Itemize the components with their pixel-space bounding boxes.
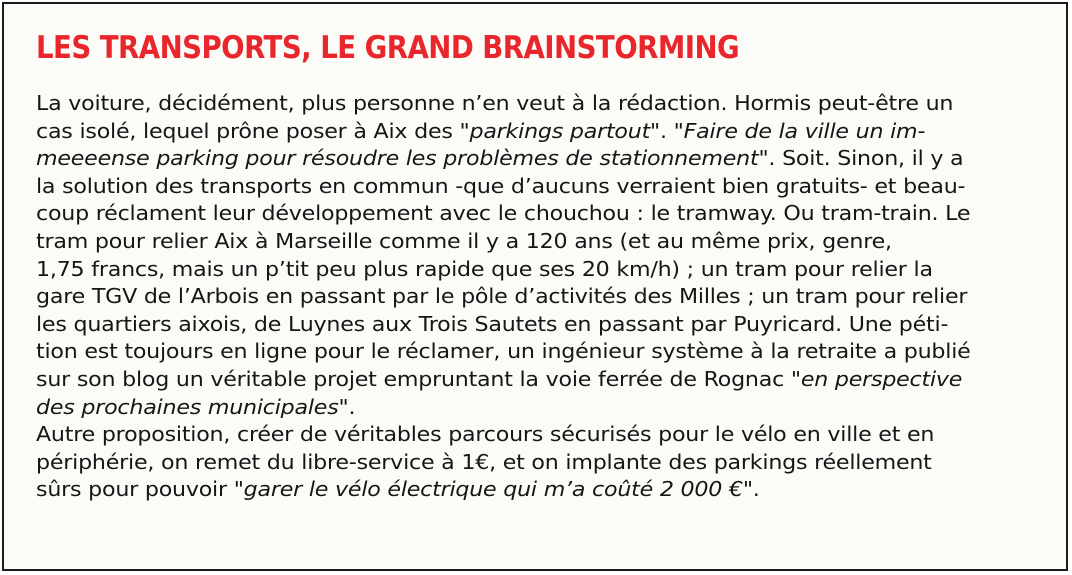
article-line xyxy=(36,90,1072,118)
text-segment: coup réclament leur développement avec le chouchou : le tramway. Ou tram-train. Le xyxy=(36,201,971,226)
article-line xyxy=(36,311,1072,339)
text-segment: ". " xyxy=(650,118,684,143)
article-line xyxy=(36,228,1072,256)
text-segment: cas isolé, lequel prône poser à Aix des " xyxy=(36,118,470,143)
text-segment: Autre proposition, créer de véritables parcours sécurisés pour le vélo en ville et en xyxy=(36,422,935,447)
italic-quote-segment: en perspective xyxy=(800,366,963,391)
article-body xyxy=(36,90,1046,504)
article-line xyxy=(36,173,1072,201)
text-segment: tram pour relier Aix à Marseille comme il y a 120 ans (et au même prix, genre, xyxy=(36,228,892,253)
article-line xyxy=(36,118,1072,146)
italic-quote-segment: parkings partout xyxy=(469,118,651,143)
text-segment: La voiture, décidément, plus personne n’en veut à la rédaction. Hormis peut-être un xyxy=(36,91,954,115)
text-segment: sûrs pour pouvoir " xyxy=(36,477,244,502)
text-segment: ". xyxy=(338,394,356,419)
italic-quote-segment: meeeense parking pour résoudre les problèmes de stationnement xyxy=(36,146,759,171)
text-segment: 1,75 francs, mais un p’tit peu plus rapide que ses 20 km/h) ; un tram pour relier la xyxy=(36,256,933,281)
text-segment: ". xyxy=(742,477,760,502)
text-segment: ". Soit. Sinon, il y a xyxy=(758,146,964,171)
italic-quote-segment: garer le vélo électrique qui m’a coûté 2 000 € xyxy=(243,477,743,502)
text-segment: sur son blog un véritable projet empruntant la voie ferrée de Rognac " xyxy=(36,366,801,391)
article-line xyxy=(36,338,1072,366)
italic-quote-segment: Faire de la ville un im- xyxy=(683,118,926,143)
article-line xyxy=(36,283,1072,311)
newspaper-clipping xyxy=(2,2,1068,571)
article-line xyxy=(36,476,1072,504)
article-line xyxy=(36,421,1072,449)
article-line xyxy=(36,200,1072,228)
article-line xyxy=(36,145,1072,173)
text-segment: tion est toujours en ligne pour le réclamer, un ingénieur système à la retraite a publié xyxy=(36,339,971,364)
article-line xyxy=(36,449,1072,477)
article-headline: LES TRANSPORTS, LE GRAND BRAINSTORMING xyxy=(36,30,740,66)
text-segment: périphérie, on remet du libre-service à 1€, et on implante des parkings réellement xyxy=(36,449,932,474)
article-line xyxy=(36,394,1072,422)
text-segment: les quartiers aixois, de Luynes aux Trois Sautets en passant par Puyricard. Une péti- xyxy=(36,311,949,336)
text-segment: gare TGV de l’Arbois en passant par le pôle d’activités des Milles ; un tram pour relier xyxy=(36,284,968,309)
text-segment: la solution des transports en commun -que d’aucuns verraient bien gratuits- et beau- xyxy=(36,173,966,198)
article-line xyxy=(36,366,1072,394)
italic-quote-segment: des prochaines municipales xyxy=(36,394,339,419)
article-line xyxy=(36,256,1072,284)
